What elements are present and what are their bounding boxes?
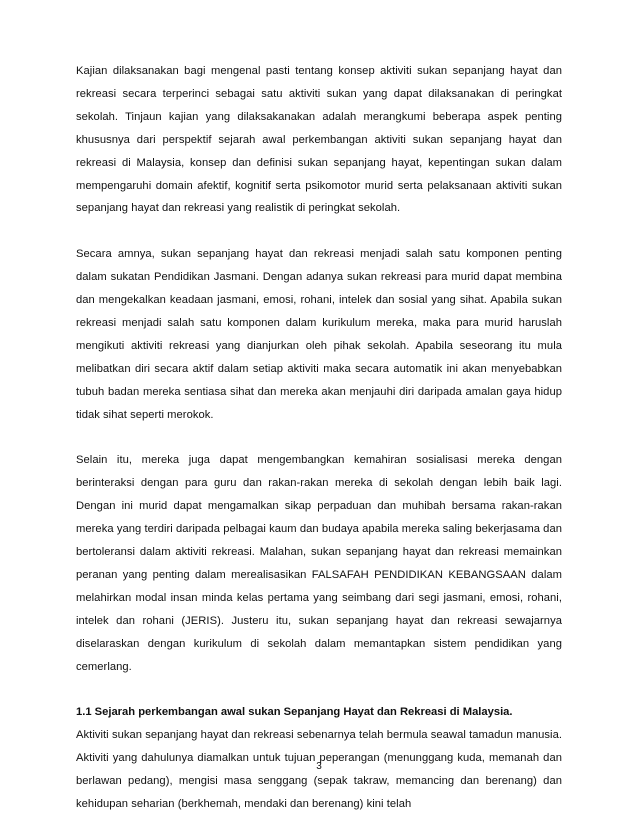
document-body <box>76 60 562 816</box>
page-number: 3 <box>316 761 322 772</box>
paragraph-history: Aktiviti sukan sepanjang hayat dan rekreasi sebenarnya telah bermula seawal tamadun manusia. Aktiviti yang dahulunya diamalkan untuk tujuan peperangan (menunggang kuda, memanah dan berlawan pedang), mengisi masa senggang (sepak takraw, memancing dan berenang) dan kehidupan seharian (berkhemah, mendaki dan berenang) kini telah <box>76 729 562 810</box>
section-heading: 1.1 Sejarah perkembangan awal sukan Sepanjang Hayat dan Rekreasi di Malaysia. <box>76 706 513 719</box>
paragraph-introduction: Kajian dilaksanakan bagi mengenal pasti tentang konsep aktiviti sukan sepanjang hayat dan rekreasi secara terperinci sebagai satu aktiviti sukan yang dapat dilaksanakan di peringkat sekolah. Tinjaun kajian yang dilaksakanakan adalah merangkumi beberapa aspek penting khususnya dari perspektif sejarah awal perkembangan aktiviti sukan sepanjang hayat dan rekreasi di Malaysia, konsep dan definisi sukan sepanjang hayat, kepentingan sukan dalam mempengaruhi domain afektif, kognitif serta psikomotor murid serta pelaksanaan aktiviti sukan sepanjang hayat dan rekreasi yang realistik di peringkat sekolah. <box>76 65 562 215</box>
paragraph-recreation-component: Secara amnya, sukan sepanjang hayat dan rekreasi menjadi salah satu komponen penting dalam sukatan Pendidikan Jasmani. Dengan adanya sukan rekreasi para murid dapat membina dan mengekalkan keadaan jasmani, emosi, rohani, intelek dan sosial yang sihat. Apabila sukan rekreasi menjadi salah satu komponen dalam kurikulum mereka, maka para murid haruslah mengikuti aktiviti rekreasi yang dianjurkan oleh pihak sekolah. Apabila seseorang itu mula melibatkan diri secara aktif dalam setiap aktiviti maka secara automatik ini akan menyebabkan tubuh badan mereka sentiasa sihat dan mereka akan menjauhi diri daripada amalan gaya hidup tidak sihat seperti merokok. <box>76 248 562 421</box>
paragraph-socialisation: Selain itu, mereka juga dapat mengembangkan kemahiran sosialisasi mereka dengan berinteraksi dengan para guru dan rakan-rakan mereka di sekolah dengan lebih baik lagi. Dengan ini murid dapat mengamalkan sikap perpaduan dan muhibah bersama rakan-rakan mereka yang terdiri daripada pelbagai kaum dan budaya apabila mereka saling bekerjasama dan bertoleransi dalam aktiviti rekreasi. Malahan, sukan sepanjang hayat dan rekreasi memainkan peranan yang penting dalam merealisasikan FALSAFAH PENDIDIKAN KEBANGSAAN dalam melahirkan modal insan minda kelas pertama yang seimbang dari segi jasmani, emosi, rohani, intelek dan rohani (JERIS). Justeru itu, sukan sepanjang hayat dan rekreasi sewajarnya diselaraskan dengan kurikulum di sekolah dalam memantapkan sistem pendidikan yang cemerlang. <box>76 454 562 673</box>
